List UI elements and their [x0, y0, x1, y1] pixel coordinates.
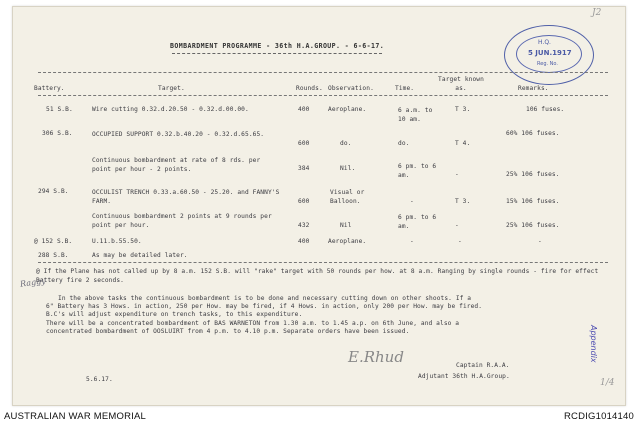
- title-underline: [172, 53, 382, 54]
- col-rounds: Rounds.: [296, 85, 323, 92]
- row-known: -: [455, 222, 459, 229]
- row-observation: Visual or Balloon.: [330, 189, 365, 205]
- row-battery: 288 S.B.: [38, 252, 69, 259]
- paragraph-line: 6" Battery has 3 Hows. in action, 250 per How. may be fired, if 4 Hows. in action, only 200 per How. may be fired.: [46, 303, 483, 310]
- margin-handwritten-note: Raggy: [19, 276, 47, 289]
- paragraph-line: concentrated bombardment of OOSLUIRT from 4 p.m. to 4.10 p.m. Separate orders have been issued.: [46, 328, 410, 335]
- row-known: -: [458, 238, 462, 245]
- row-rounds: 432: [298, 222, 310, 229]
- row-battery: 306 S.B.: [42, 130, 73, 137]
- row-rounds: 600: [298, 140, 310, 147]
- row-target: Wire cutting 0.32.d.20.50 - 0.32.d.00.00.: [92, 106, 249, 113]
- row-observation: Aeroplane.: [328, 106, 367, 113]
- row-rounds: 600: [298, 198, 310, 205]
- header-top-rule: [38, 72, 608, 73]
- stamp-top-text: H.Q.: [538, 39, 551, 46]
- row-time: 6 pm. to 6 am.: [398, 214, 437, 230]
- row-remarks: 15% 106 fuses.: [506, 198, 560, 205]
- signatory-role: Adjutant 36th H.A.Group.: [418, 373, 510, 380]
- row-target: Continuous bombardment at rate of 8 rds. per point per hour - 2 points.: [92, 157, 261, 173]
- stamp-date: 5 JUN.1917: [528, 49, 572, 57]
- col-remarks: Remarks.: [518, 85, 549, 92]
- signatory-rank: Captain R.A.A.: [456, 362, 510, 369]
- row-time: -: [410, 198, 414, 205]
- col-observation: Observation.: [328, 85, 374, 92]
- row-remarks: 25% 106 fuses.: [506, 171, 560, 178]
- col-battery: Battery.: [34, 85, 65, 92]
- col-time: Time.: [395, 85, 415, 92]
- header-bottom-rule: [38, 95, 608, 96]
- row-time: 6 a.m. to 10 am.: [398, 107, 433, 123]
- paragraph-line: In the above tasks the continuous bombardment is to be done and necessary cutting down on other shoots. If a: [58, 295, 472, 302]
- row-remarks: 106 fuses.: [526, 106, 565, 113]
- corner-number: J2: [592, 8, 602, 18]
- note-at: @ If the Plane has not called up by 8 a.m. 152 S.B. will "rake" target with 50 rounds per how. at 8 a.m. Ranging by single rounds - fire for effect Battery fire 2 seconds.: [36, 268, 599, 284]
- row-time: do.: [398, 140, 410, 147]
- row-battery: @ 152 S.B.: [34, 238, 73, 245]
- row-target: Continuous bombardment 2 points at 9 rounds per point per hour.: [92, 213, 272, 229]
- row-target: OCCUPIED SUPPORT 0.32.b.40.20 - 0.32.d.65.65.: [92, 131, 265, 138]
- row-battery: 294 S.B.: [38, 188, 69, 195]
- row-known: -: [455, 171, 459, 178]
- row-time: 6 pm. to 6 am.: [398, 163, 437, 179]
- handwritten-signature: E.Rhud: [348, 348, 404, 366]
- col-target: Target.: [158, 85, 185, 92]
- footer-archive-name: AUSTRALIAN WAR MEMORIAL: [4, 411, 147, 422]
- row-known: T 4.: [455, 140, 471, 147]
- row-observation: Nil: [340, 222, 352, 229]
- stamp-bottom-text: Reg. No.: [537, 61, 558, 67]
- page-reference: 1/4: [600, 378, 615, 388]
- row-remarks: 25% 106 fuses.: [506, 222, 560, 229]
- row-target: U.11.b.55.50.: [92, 238, 142, 245]
- col-target-known: Target known as.: [438, 76, 484, 92]
- row-rounds: 384: [298, 165, 310, 172]
- row-known: T 3.: [455, 106, 471, 113]
- row-battery: 51 S.B.: [46, 106, 73, 113]
- row-target: OCCULIST TRENCH 0.33.a.60.50 - 25.20. and FANNY'S FARM.: [92, 189, 280, 205]
- row-target: As may be detailed later.: [92, 252, 188, 259]
- document-date: 5.6.17.: [86, 376, 113, 383]
- row-remarks: 60% 106 fuses.: [506, 130, 560, 137]
- row-observation: do.: [340, 140, 352, 147]
- row-time: -: [410, 238, 414, 245]
- row-observation: Nil.: [340, 165, 356, 172]
- table-bottom-rule: [38, 262, 608, 263]
- appendix-handwritten: Appendix: [589, 325, 598, 363]
- row-observation: Aeroplane.: [328, 238, 367, 245]
- paragraph-line: There will be a concentrated bombardment of BAS WARNETON from 1.30 a.m. to 1.45 a.p. on 6th June, and also a: [46, 320, 460, 327]
- row-rounds: 400: [298, 106, 310, 113]
- row-remarks: -: [538, 238, 542, 245]
- paragraph-line: B.C's will adjust expenditure on trench tasks, to this expenditure.: [46, 311, 303, 318]
- row-rounds: 400: [298, 238, 310, 245]
- row-known: T 3.: [455, 198, 471, 205]
- document-title: BOMBARDMENT PROGRAMME - 36th H.A.GROUP. - 6-6-17.: [170, 42, 385, 50]
- footer-record-id: RCDIG1014140: [564, 411, 634, 422]
